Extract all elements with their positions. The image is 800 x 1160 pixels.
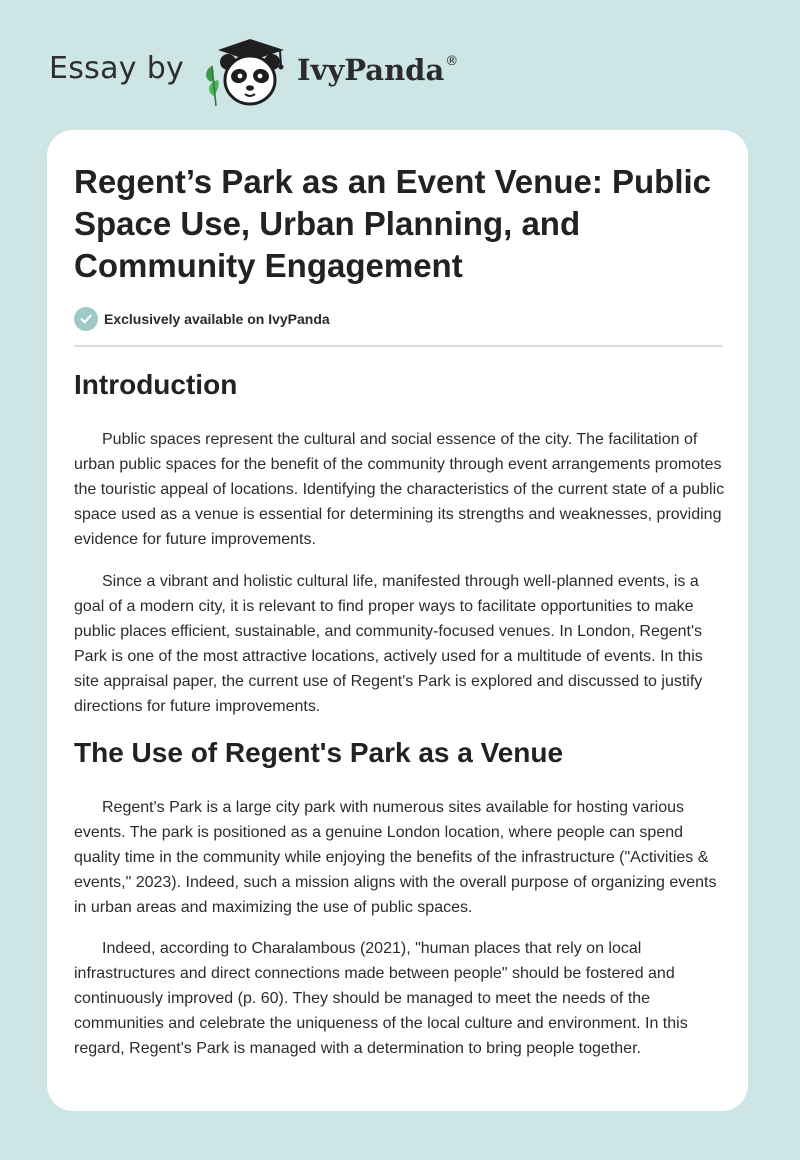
paragraph: Indeed, according to Charalambous (2021), "human places that rely on local infrastructures and direct connections made between people" should be fostered and continuously improved (p. 60). They should be managed to meet the needs of the communities and celebrate the uniqueness of the local culture and environment. In this regard, Regent's Park is managed with a determination to bring people together. xyxy=(74,940,688,1057)
site-header xyxy=(0,0,800,130)
brand-name[interactable]: IvyPanda® xyxy=(297,53,459,87)
divider xyxy=(74,345,723,347)
page-title: Regent’s Park as an Event Venue: Public Space Use, Urban Planning, and Community Engagement xyxy=(74,163,712,284)
registered-mark: ® xyxy=(445,54,459,70)
brand-prefix: Essay by xyxy=(49,51,185,86)
badge-label: Exclusively available on IvyPanda xyxy=(104,311,330,327)
paragraph: Public spaces represent the cultural and social essence of the city. The facilitation of urban public spaces for the benefit of the community through event arrangements promotes the touristic appeal of locations. Identifying the characteristics of the current state of a public space used as a venue is essential for determining its strengths and weaknesses, providing evidence for future improvements. xyxy=(74,431,725,548)
check-circle-icon xyxy=(74,307,98,331)
section-heading-introduction: Introduction xyxy=(74,369,238,400)
essay-card xyxy=(47,130,748,1111)
paragraph: Regent's Park is a large city park with numerous sites available for hosting various events. The park is positioned as a genuine London location, where people can spend quality time in the community while enjoying the benefits of the infrastructure ("Activities & events," 2023). Indeed, such a mission aligns with the overall purpose of organizing events in urban areas and maximizing the use of public spaces. xyxy=(74,799,717,916)
paragraph: Since a vibrant and holistic cultural life, manifested through well-planned events, is a goal of a modern city, it is relevant to find proper ways to facilitate opportunities to make public places efficient, sustainable, and community-focused venues. In London, Regent's Park is one of the most attractive locations, actively used for a multitude of events. In this site appraisal paper, the current use of Regent's Park is explored and discussed to justify directions for future improvements. xyxy=(74,573,703,715)
section-heading-use-of-park: The Use of Regent's Park as a Venue xyxy=(74,737,564,768)
exclusive-badge xyxy=(74,306,330,332)
leaf-icon xyxy=(206,66,219,106)
panda-graduate-icon[interactable] xyxy=(200,36,292,110)
